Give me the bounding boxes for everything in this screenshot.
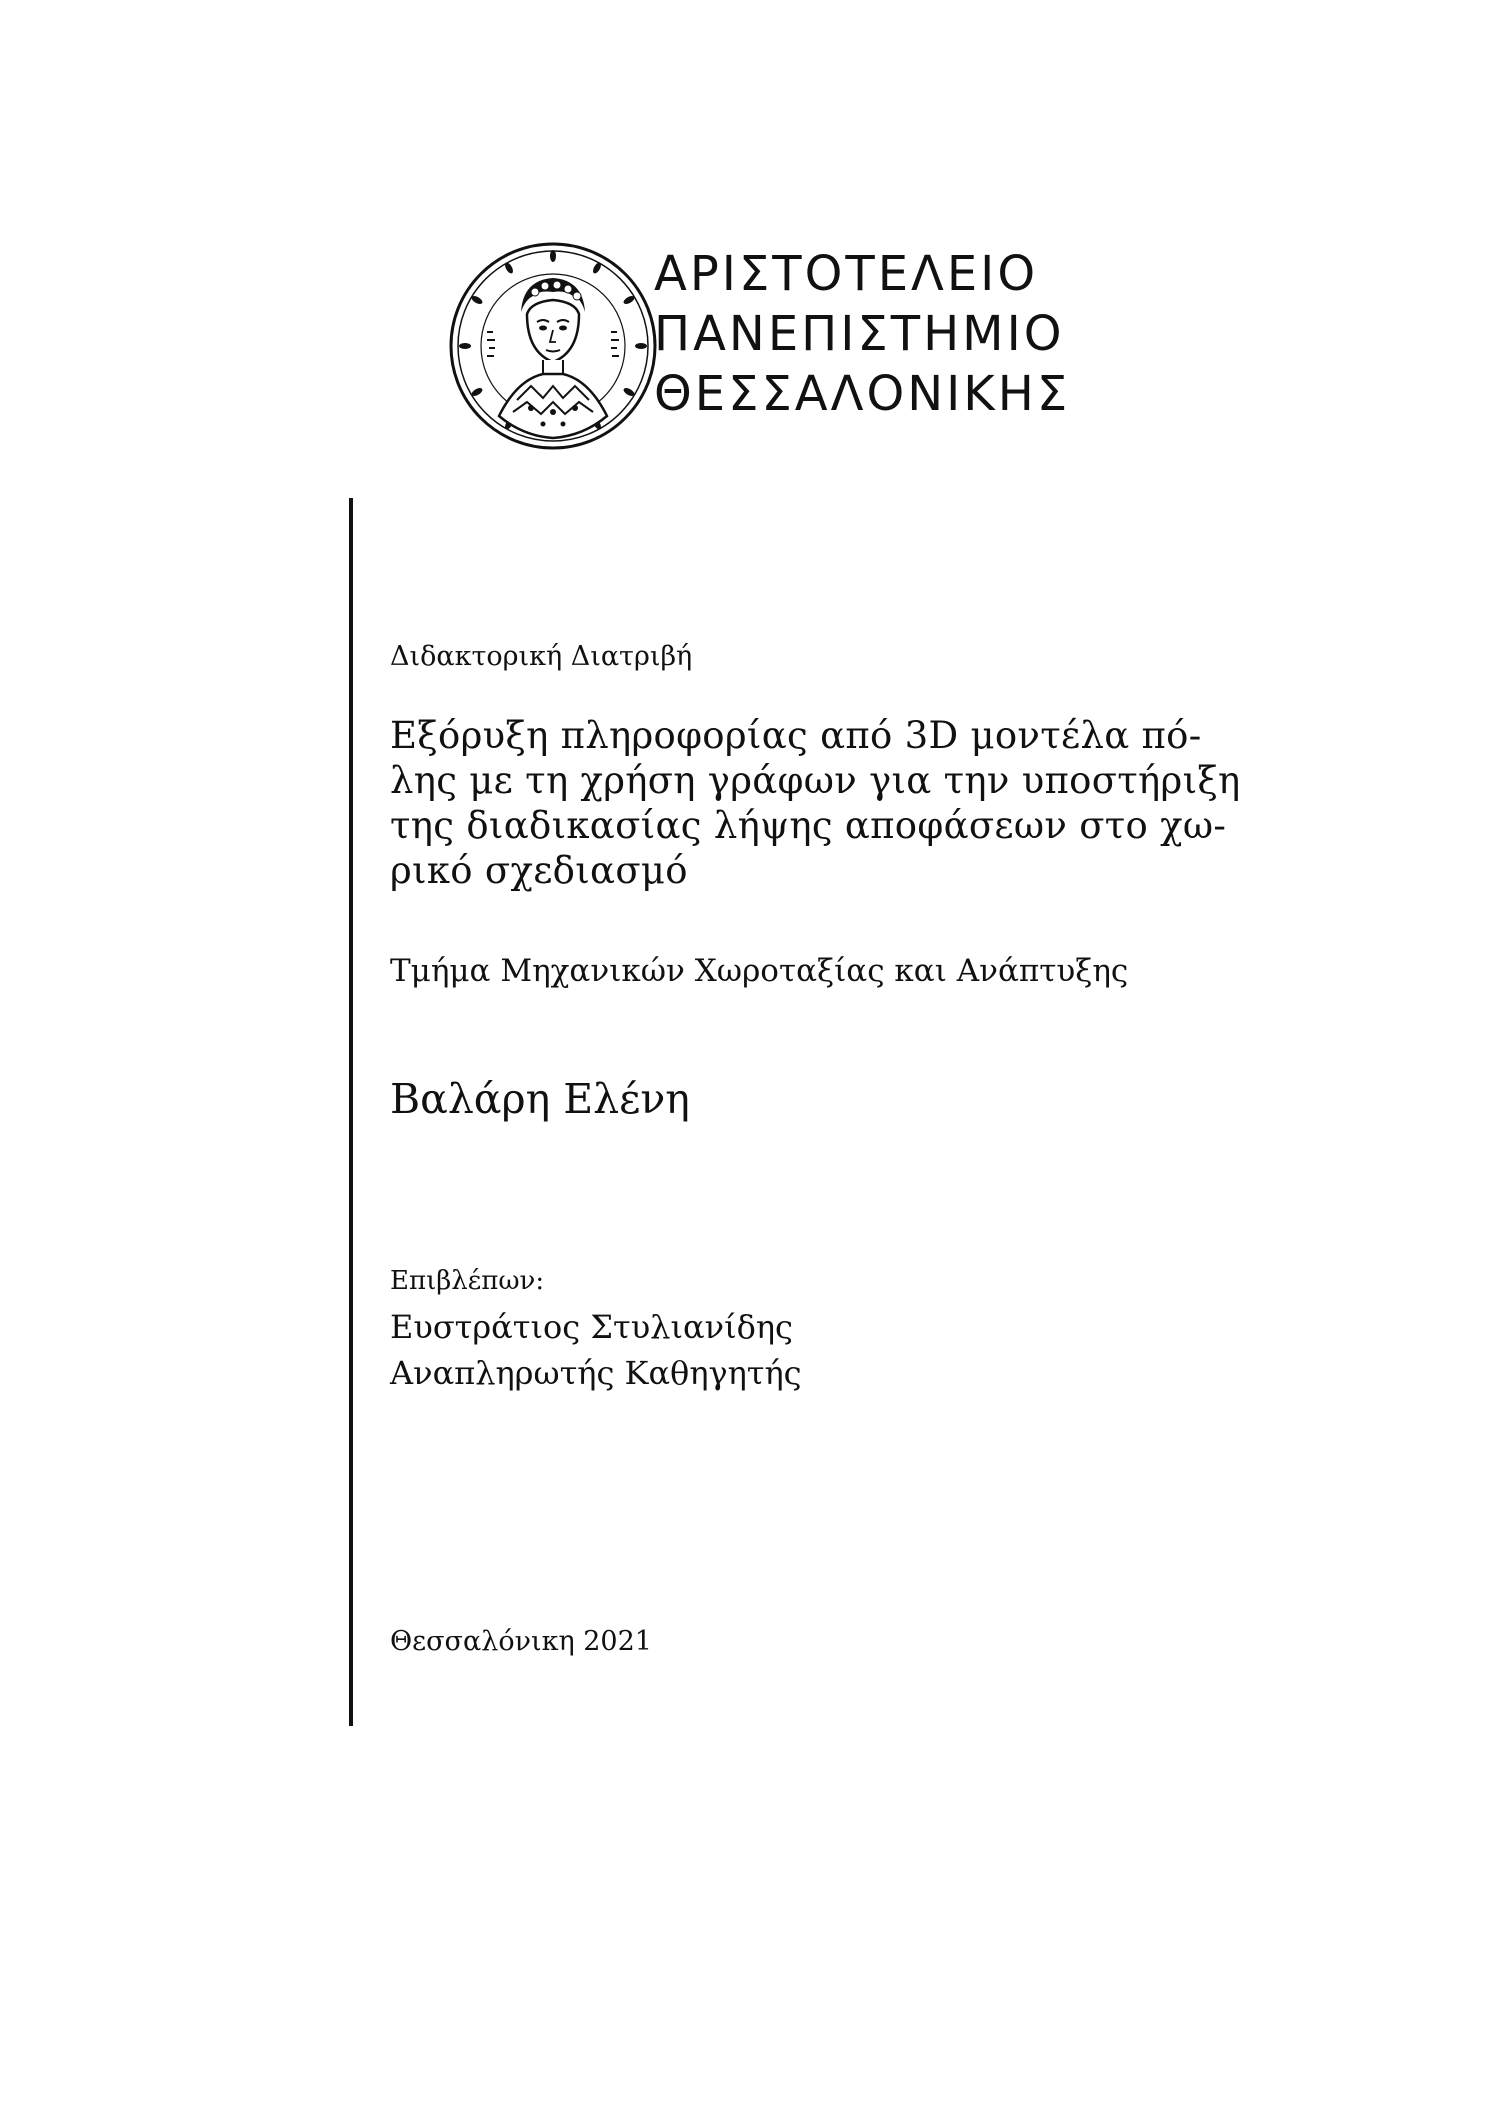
author-name: Βαλάρη Ελένη [390, 1075, 690, 1123]
thesis-title-line-1: Εξόρυξη πληροφορίας από 3D μοντέλα πό- [390, 714, 1202, 757]
vertical-rule [349, 498, 353, 1726]
university-header [447, 240, 1071, 455]
university-name-line-1: ΑΡΙΣΤΟΤΕΛΕΙΟ [654, 246, 1039, 302]
place-and-year: Θεσσαλόνικη 2021 [390, 1626, 652, 1657]
supervisor-title: Αναπληρωτής Καθηγητής [390, 1354, 802, 1392]
thesis-title [390, 713, 1290, 893]
thesis-title-line-3: της διαδικασίας λήψης αποφάσεων στο χω- [390, 804, 1227, 847]
university-name [654, 244, 1070, 424]
university-seal-icon [447, 240, 659, 452]
university-name-line-3: ΘΕΣΣΑΛΟΝΙΚΗΣ [654, 366, 1071, 422]
thesis-title-line-2: λης με τη χρήση γράφων για την υποστήριξη [390, 759, 1241, 802]
supervisor-name: Ευστράτιος Στυλιανίδης [390, 1308, 793, 1346]
university-name-line-2: ΠΑΝΕΠΙΣΤΗΜΙΟ [654, 306, 1065, 362]
supervisor-label: Επιβλέπων: [390, 1266, 545, 1296]
document-type: Διδακτορική Διατριβή [390, 641, 693, 672]
thesis-title-line-4: ρικό σχεδιασμό [390, 849, 688, 892]
department: Τμήμα Μηχανικών Χωροταξίας και Ανάπτυξης [390, 953, 1129, 989]
